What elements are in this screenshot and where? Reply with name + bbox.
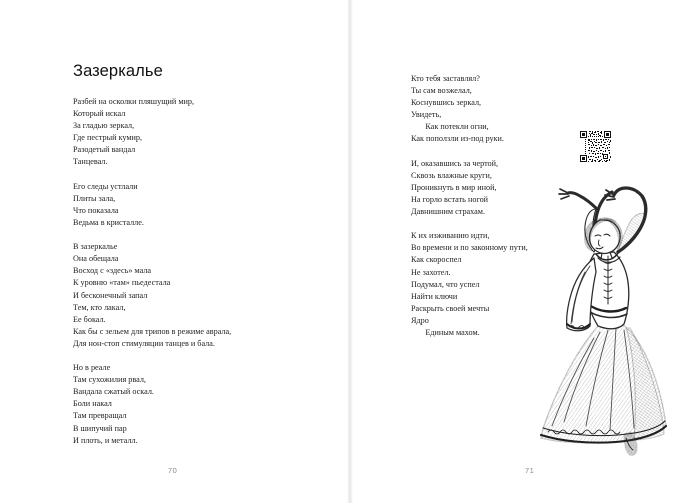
right-page-body xyxy=(350,0,700,503)
poem-line: Плиты зала, xyxy=(73,193,116,203)
poem-line: Проникнуть в мир иной, xyxy=(411,182,497,192)
poem-line: Коснувшись зеркал, xyxy=(411,98,482,108)
poem-line: Танцевал. xyxy=(73,157,108,167)
poem-line: Как скороспел xyxy=(411,255,462,265)
poem-line: Кто тебя заставлял? xyxy=(411,74,480,83)
poem-line: На горло встать ногой xyxy=(411,194,489,204)
stanza xyxy=(411,73,528,146)
right-page xyxy=(350,0,700,503)
poem-line: За гладью зеркал, xyxy=(73,121,135,131)
poem-line: Там превращал xyxy=(73,411,127,421)
poem-line: Единым махом. xyxy=(411,327,480,337)
poem-line: Восход с «здесь» мала xyxy=(73,266,152,276)
stanza xyxy=(73,362,231,447)
stanza xyxy=(73,181,231,229)
folio-right: 71 xyxy=(525,466,535,475)
dancing-woman-icon xyxy=(538,176,674,458)
poem-line: И, оказавшись за чертой, xyxy=(411,158,499,168)
poem-line: Раскрыть своей мечты xyxy=(411,303,490,313)
poem-line: И плоть, и металл. xyxy=(73,435,138,445)
poem-line: Давнишним страхам. xyxy=(411,207,486,217)
poem-line: Боли накал xyxy=(73,399,112,409)
poem-line: Сквозь влажные круги, xyxy=(411,170,492,180)
folio-left: 70 xyxy=(168,466,178,475)
poem-line: В шипучий пар xyxy=(73,423,127,433)
poem-line: К их изживанию идти, xyxy=(411,231,490,241)
dancing-woman-illustration xyxy=(538,176,674,458)
poem-line: Который искал xyxy=(73,109,126,119)
poem-line: Что показала xyxy=(73,205,119,215)
poem-line: Во времени и по законному пути, xyxy=(411,243,528,253)
poem-line: Увидеть, xyxy=(411,110,442,120)
poem-line: Его следы устлали xyxy=(73,181,138,191)
poem-line: Как потекли огни, xyxy=(411,122,489,132)
poem-line: Ядро xyxy=(411,315,429,325)
poem-line: Разодетый вандал xyxy=(73,145,136,155)
poem-line: Где пестрый кумир, xyxy=(73,133,143,143)
stanza xyxy=(411,158,528,218)
stanza xyxy=(73,96,231,169)
qr-code-icon xyxy=(579,130,612,163)
qr-code[interactable] xyxy=(579,130,612,163)
poem-line: Ее бокал. xyxy=(73,314,106,324)
poem-line: Как поползли из-под руки. xyxy=(411,134,504,144)
poem-line: Как бы с зельем для трипов в режиме аврала, xyxy=(73,326,232,336)
poem-line: Но в реале xyxy=(73,363,111,373)
page-title: Зазеркалье xyxy=(73,62,163,80)
poem-line: Разбей на осколки пляшущий мир, xyxy=(73,97,195,106)
poem-line: Подумал, что успел xyxy=(411,279,480,289)
poem-line: К уровню «там» пьедестала xyxy=(73,278,171,288)
stanza xyxy=(411,230,528,339)
poem-line: Тем, кто лакал, xyxy=(73,302,126,312)
poem-line: Не захотел. xyxy=(411,267,451,277)
poem-line: Ведьма в кристалле. xyxy=(73,217,144,227)
poem-line: И бесконечный запал xyxy=(73,290,148,300)
poem-body-left xyxy=(73,96,231,447)
poem-line: Найти ключи xyxy=(411,291,458,301)
poem-line: В зазеркалье xyxy=(73,242,118,252)
poem-line: Там сухожилия рвал, xyxy=(73,375,146,385)
poem-line: Она обещала xyxy=(73,254,119,264)
stanza xyxy=(73,241,231,350)
poem-body-right xyxy=(411,73,528,339)
poem-line: Вандала сжатый оскал. xyxy=(73,387,154,397)
poem-line: Ты сам возжелал, xyxy=(411,86,472,96)
poem-line: Для нон-стоп стимуляции танцев и бала. xyxy=(73,338,215,348)
